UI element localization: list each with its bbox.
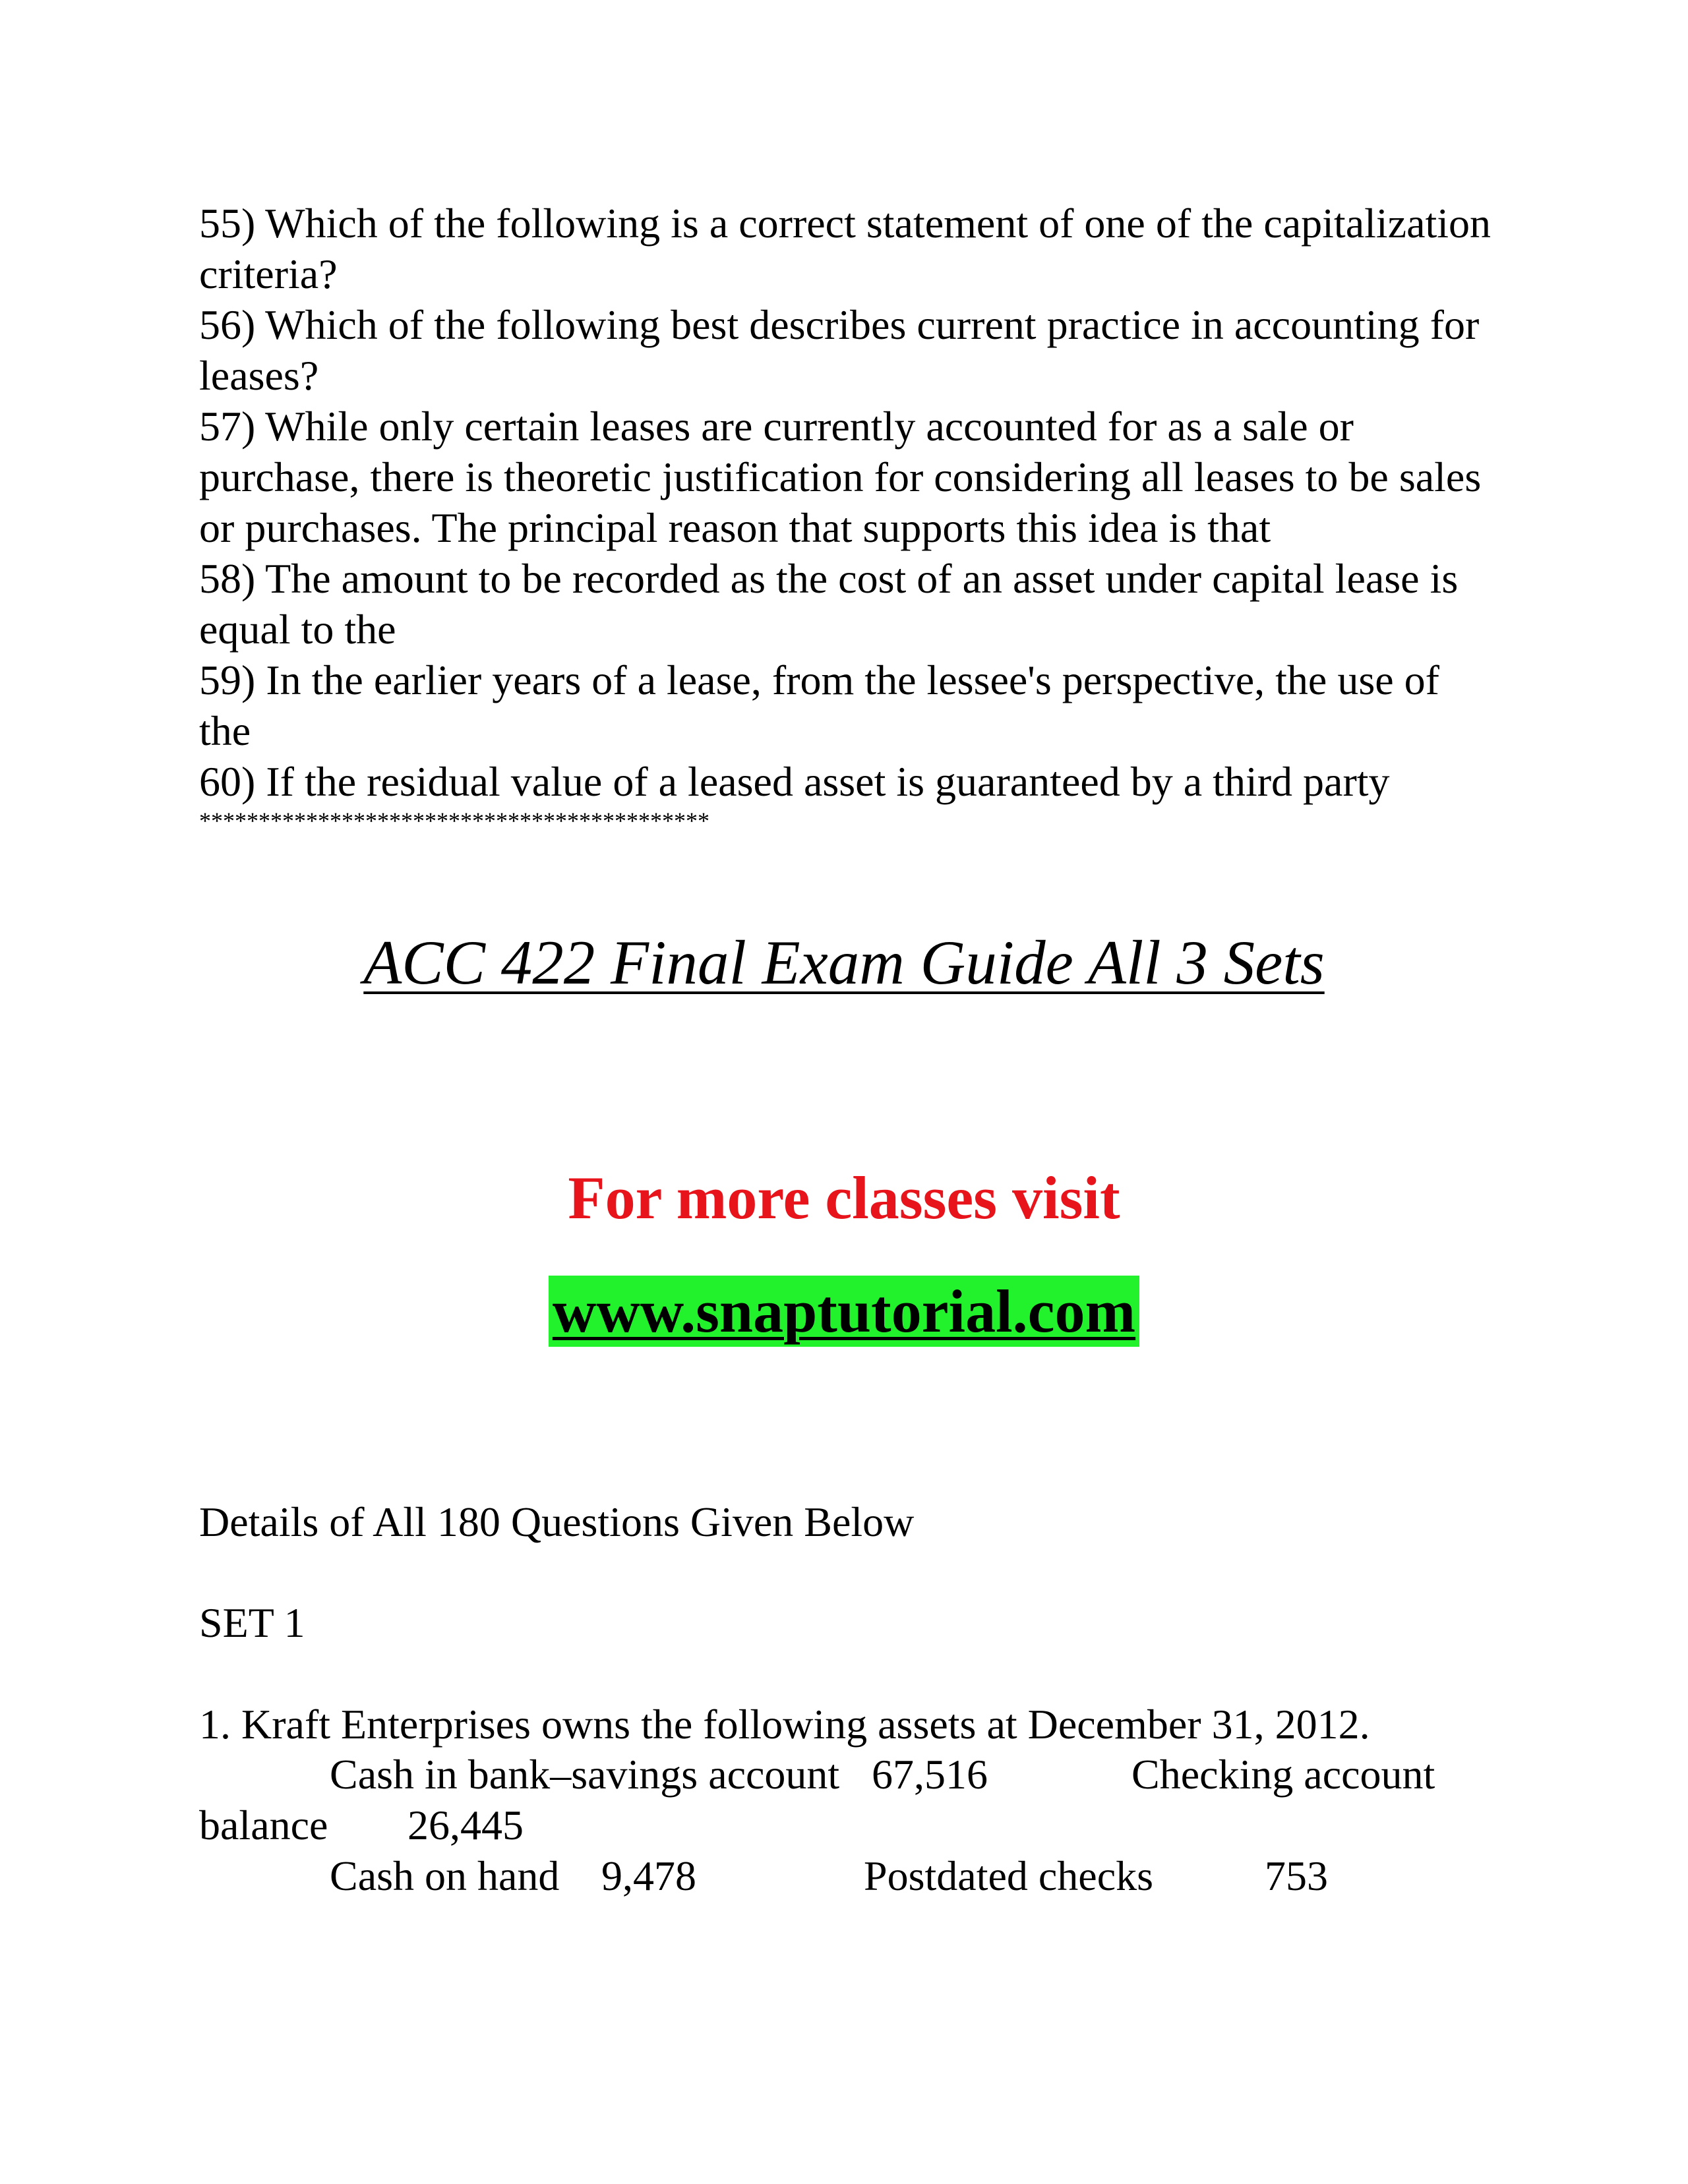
cash-on-hand-label: Cash on hand bbox=[330, 1852, 560, 1899]
postdated-value: 753 bbox=[1265, 1852, 1328, 1899]
question-59: 59) In the earlier years of a lease, from the lessee's perspective, the use of the bbox=[199, 657, 1439, 754]
postdated-label: Postdated checks bbox=[864, 1852, 1153, 1899]
question-list bbox=[199, 198, 1492, 807]
checking-label-cont: balance bbox=[199, 1802, 328, 1848]
question-56: 56) Which of the following best describes current practice in accounting for leases? bbox=[199, 301, 1480, 399]
promo-url-link[interactable]: www.snaptutorial.com bbox=[549, 1276, 1139, 1347]
savings-value: 67,516 bbox=[872, 1751, 988, 1798]
promo-text: For more classes visit bbox=[568, 1164, 1120, 1231]
question-1-stem: 1. Kraft Enterprises owns the following assets at December 31, 2012. bbox=[199, 1701, 1370, 1748]
set-label: SET 1 bbox=[199, 1599, 305, 1646]
question-55: 55) Which of the following is a correct statement of one of the capitalization criteria? bbox=[199, 200, 1492, 297]
details-heading: Details of All 180 Questions Given Below bbox=[199, 1498, 915, 1545]
question-57: 57) While only certain leases are currently accounted for as a sale or purchase, there is theoretic justification for considering all leases to be sales or purchases. The principal reason that supports this idea is that bbox=[199, 403, 1482, 551]
separator-line: ******************************************* bbox=[199, 808, 709, 834]
cash-on-hand-value: 9,478 bbox=[601, 1852, 696, 1899]
checking-value: 26,445 bbox=[407, 1802, 524, 1848]
document-title: ACC 422 Final Exam Guide All 3 Sets bbox=[363, 928, 1325, 997]
checking-label: Checking account bbox=[1131, 1751, 1435, 1798]
savings-label: Cash in bank–savings account bbox=[330, 1751, 840, 1798]
question-60: 60) If the residual value of a leased asset is guaranteed by a third party bbox=[199, 758, 1390, 805]
question-58: 58) The amount to be recorded as the cost of an asset under capital lease is equal to the bbox=[199, 555, 1459, 653]
promo-url-wrap bbox=[0, 1276, 1688, 1347]
